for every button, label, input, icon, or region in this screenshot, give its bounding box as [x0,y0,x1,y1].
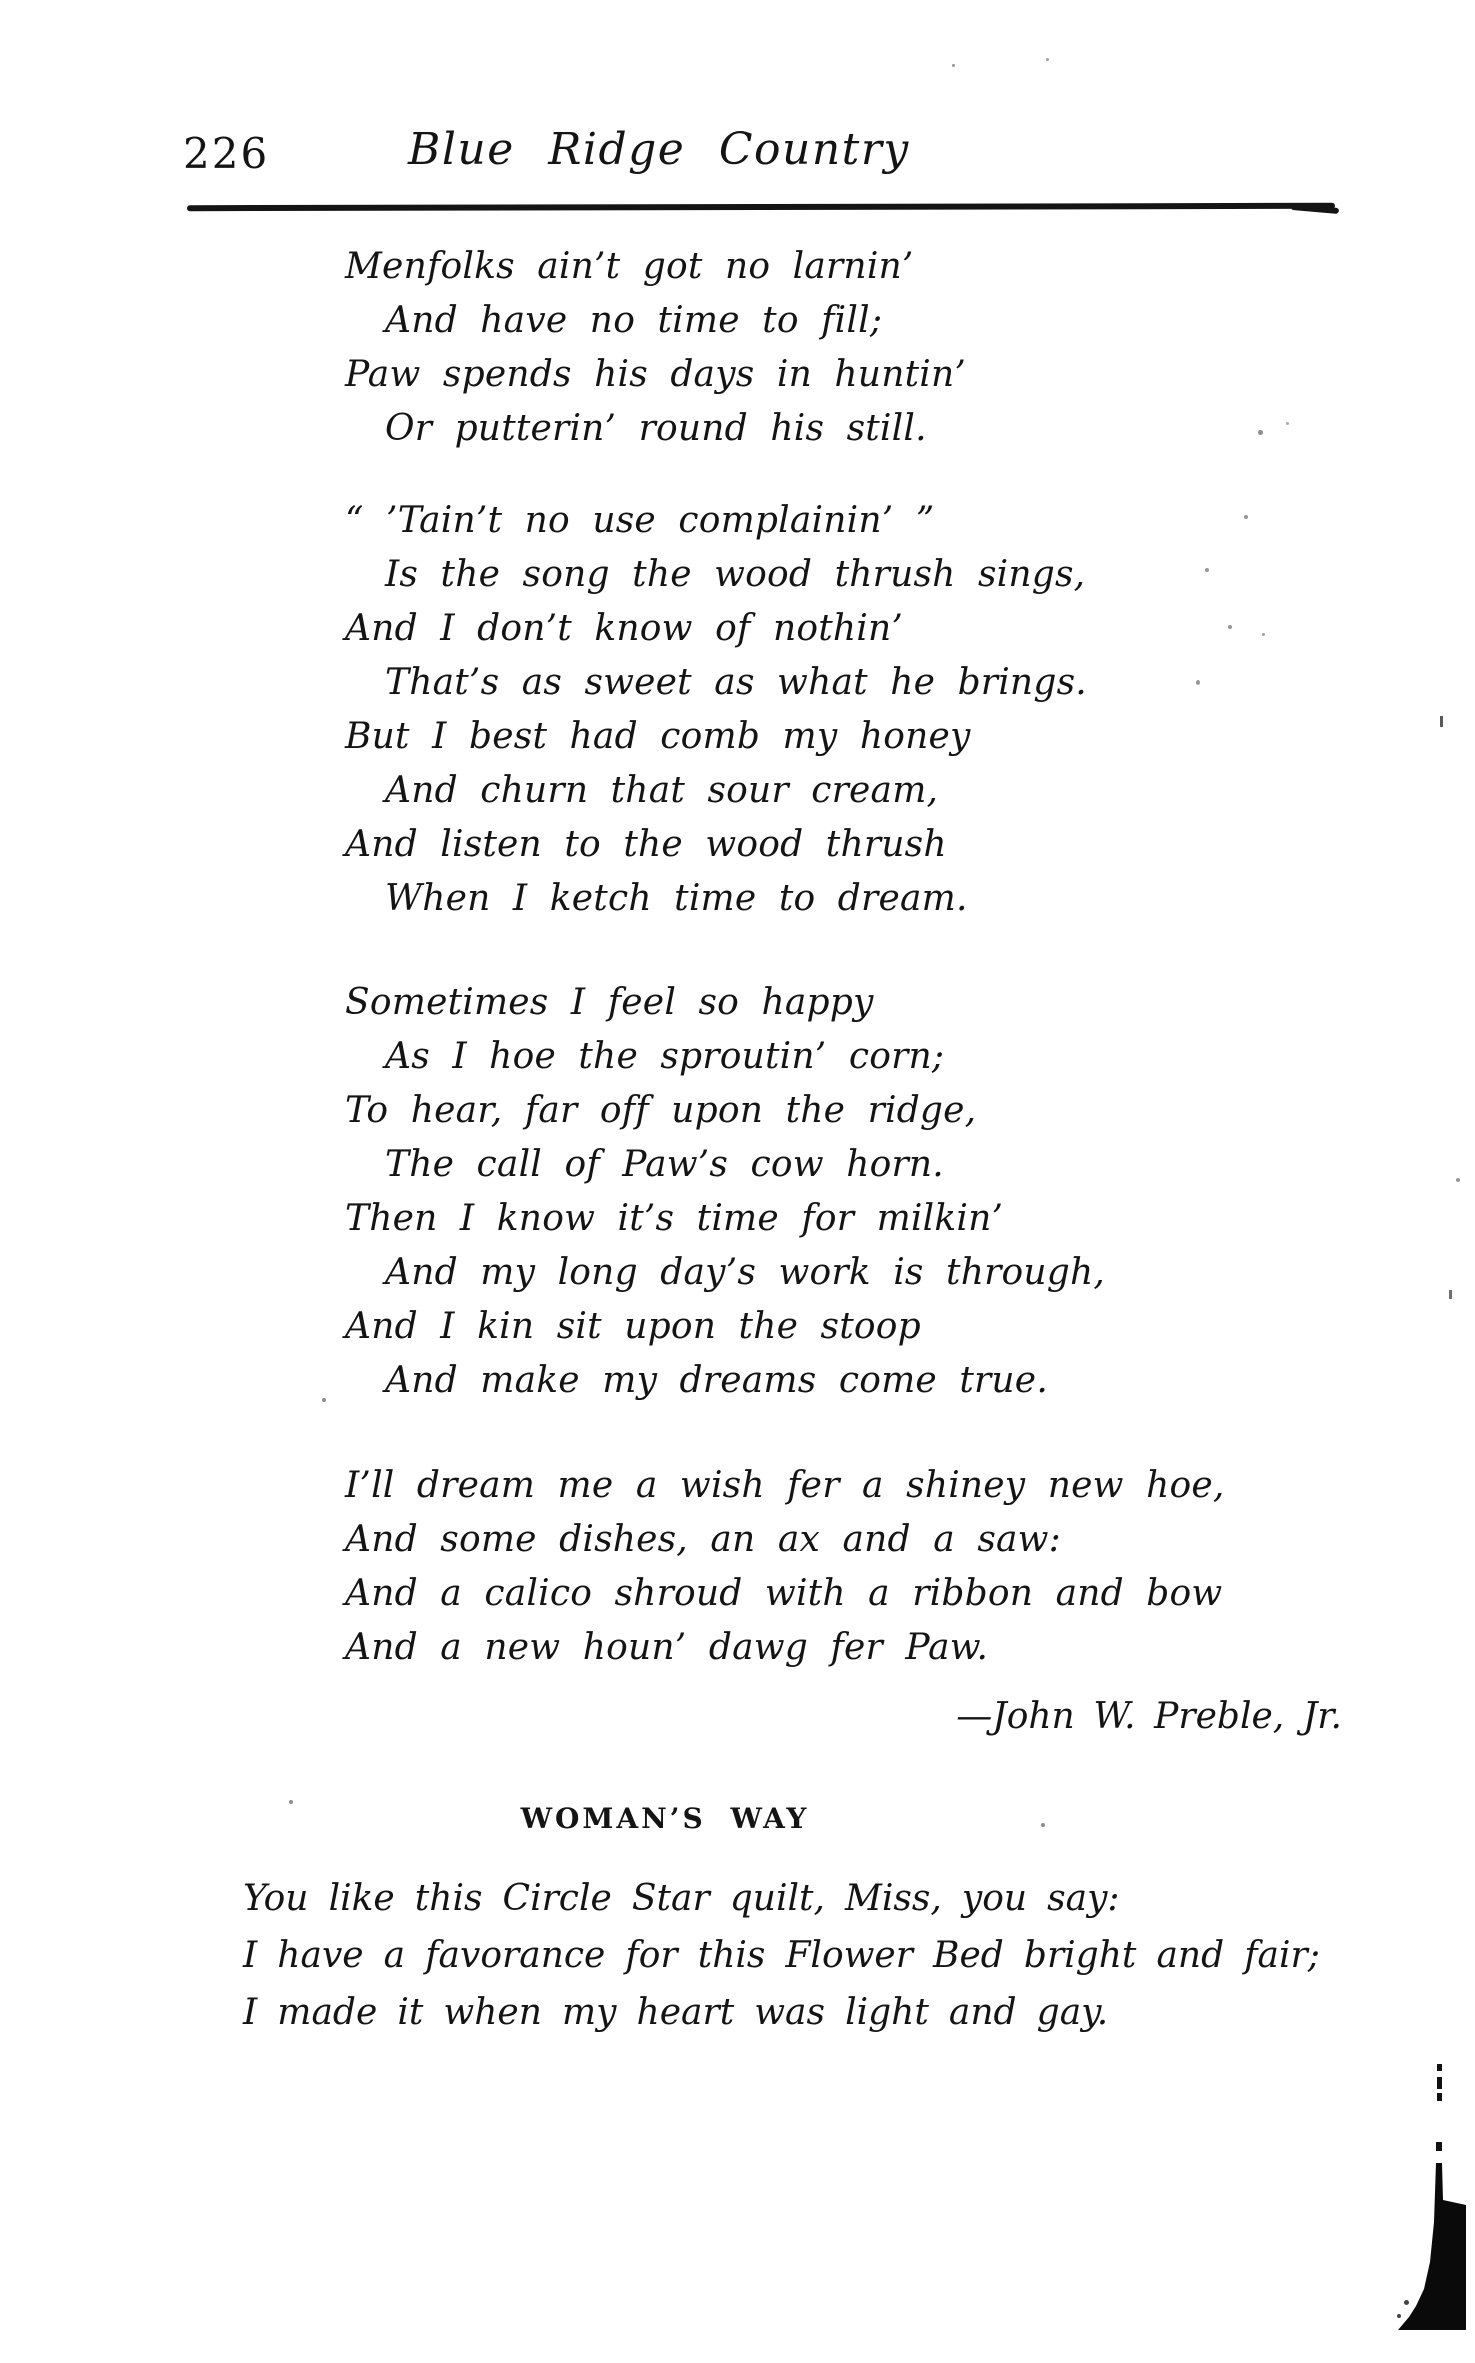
poem-stanza [345,240,1225,456]
poem-line: “ ’Tain’t no use complainin’ ” [345,500,935,541]
scan-speck [1228,625,1232,629]
page-number: 226 [183,129,270,178]
poem-line: Paw spends his days in huntin’ [345,354,966,395]
poem [345,240,1225,1675]
poem-stanza [345,976,1225,1408]
section-heading: WOMAN’S WAY [520,1802,810,1835]
scan-dash [1436,2142,1442,2151]
poem-line: I’ll dream me a wish fer a shiney new hoe, [345,1465,1225,1506]
scan-speck [1404,2300,1409,2305]
poem-line: And my long day’s work is through, [385,1252,1106,1293]
poem-line: Then I know it’s time for milkin’ [345,1198,1004,1239]
scan-speck [1456,1178,1460,1182]
scan-speck [952,64,955,67]
scan-speck [1286,422,1289,425]
poem-line: And some dishes, an ax and a saw: [345,1519,1062,1560]
section-line: You like this Circle Star quilt, Miss, you say: [243,1878,1120,1919]
scan-speck [1205,568,1209,572]
poem-line: And make my dreams come true. [385,1360,1048,1401]
section-line: I have a favorance for this Flower Bed bright and fair; [243,1935,1320,1976]
scan-speck [1196,680,1200,685]
scan-dash [1437,2077,1442,2089]
poem-line: That’s as sweet as what he brings. [385,662,1087,703]
poem-line: The call of Paw’s cow horn. [385,1144,944,1185]
poem-line: To hear, far off upon the ridge, [345,1090,977,1131]
scan-speck [1244,515,1248,519]
poem-line: But I best had comb my honey [345,716,971,757]
poem-attribution: —John W. Preble, Jr. [956,1696,1342,1737]
poem-line: And have no time to fill; [385,300,883,341]
poem-line: Sometimes I feel so happy [345,982,874,1023]
scan-speck [1041,1823,1045,1827]
poem-line: And I kin sit upon the stoop [345,1306,921,1347]
scan-speck [1046,58,1049,61]
scan-speck [1262,633,1265,636]
scan-speck [289,1800,293,1804]
poem-line: And listen to the wood thrush [345,824,947,865]
poem-stanza [345,494,1225,926]
poem-line: Or putterin’ round his still. [385,408,927,449]
poem-line: And churn that sour cream, [385,770,939,811]
poem-line: And a new houn’ dawg fer Paw. [345,1627,989,1668]
scan-dash [1437,2064,1442,2071]
scan-dash [1437,2093,1442,2101]
header-rule [187,203,1335,211]
poem-line: When I ketch time to dream. [385,878,968,919]
running-title: Blue Ridge Country [408,124,910,175]
scan-speck [1397,2314,1401,2318]
poem-line: As I hoe the sproutin’ corn; [385,1036,945,1077]
poem-line: Menfolks ain’t got no larnin’ [345,246,914,287]
poem-stanza [345,1459,1225,1675]
scan-speck [322,1398,326,1402]
section-text [243,1870,1320,2041]
scan-tick [1440,716,1443,727]
poem-line: And a calico shroud with a ribbon and bow [345,1573,1223,1614]
section-line: I made it when my heart was light and gay. [243,1992,1109,2033]
poem-line: Is the song the wood thrush sings, [385,554,1086,595]
poem-line: And I don’t know of nothin’ [345,608,904,649]
scan-speck [1258,430,1263,435]
scan-tick [1449,1290,1452,1299]
